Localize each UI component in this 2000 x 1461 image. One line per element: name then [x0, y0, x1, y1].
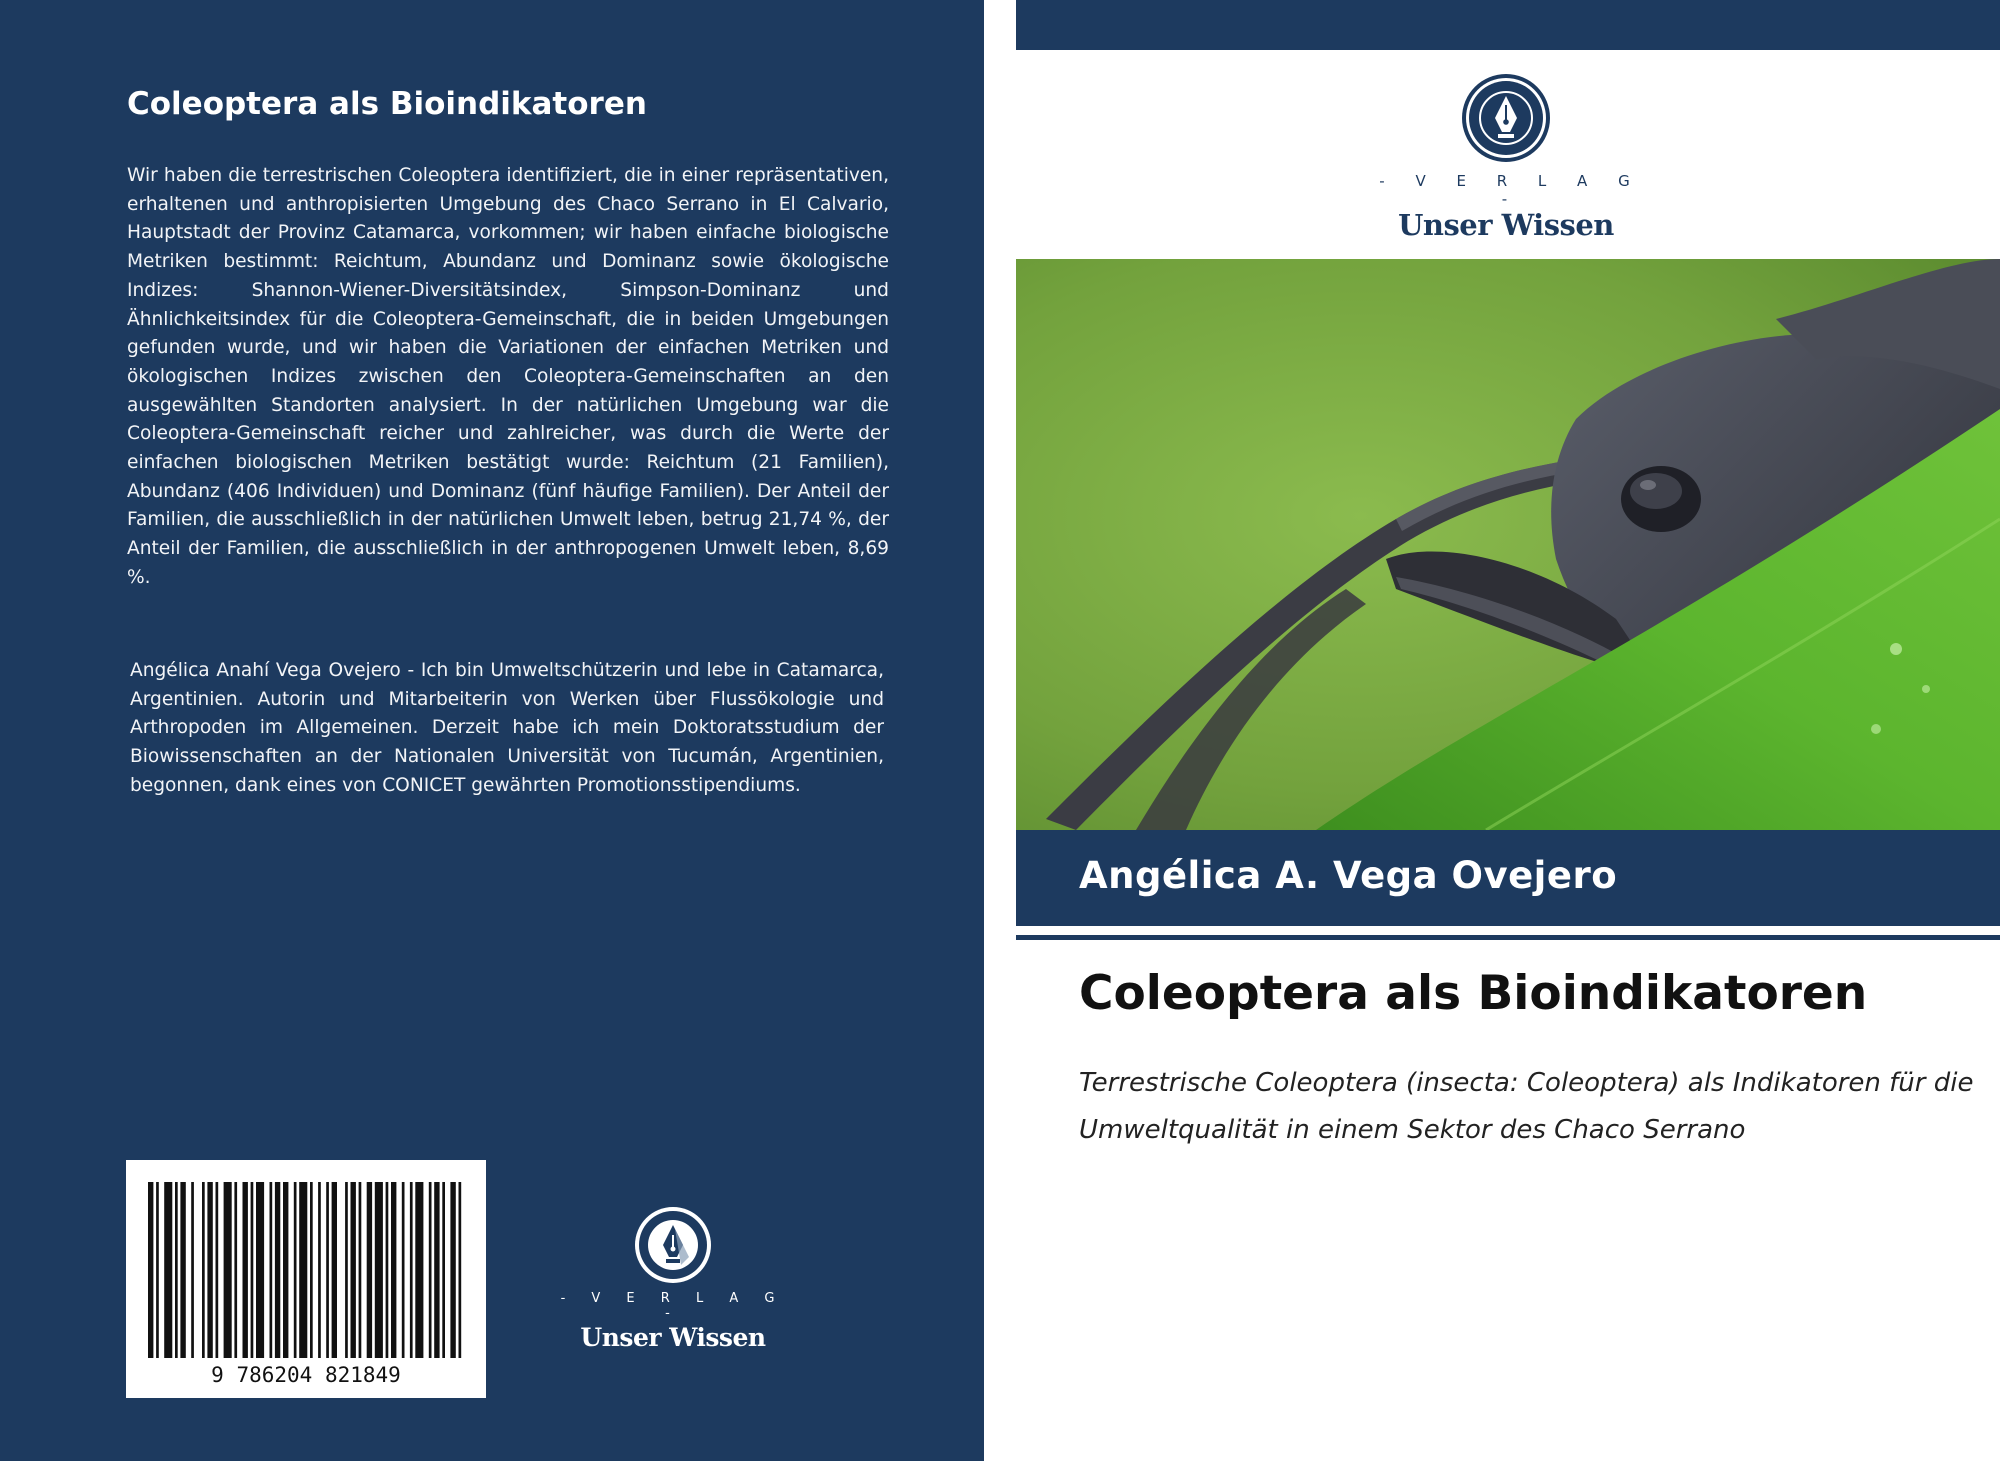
pen-nib-emblem-icon — [633, 1205, 713, 1285]
front-publisher-logo — [1366, 72, 1646, 242]
back-cover-abstract: Wir haben die terrestrischen Coleoptera identifiziert, die in einer repräsentativen, erhaltenen und anthropisierten Umgebung des Chaco Serrano in El Calvario, Hauptstadt der Provinz Catamarca, vorkommen; wir haben einfache biologische Metriken bestimmt: Reichtum, Abundanz und Dominanz sowie ökologische Indizes: Shannon-Wiener-Diversitätsindex, Simpson-Dominanz und Ähnlichkeitsindex für die Coleoptera-Gemeinschaft, die in beiden Umgebungen gefunden wurde, und wir haben die Variationen der einfachen Metriken und ökologischen Indizes zwischen den Coleoptera-Gemeinschaften an den ausgewählten Standorten analysiert. In der natürlichen Umgebung war die Coleoptera-Gemeinschaft reicher und zahlreicher, was durch die Werte der einfachen biologischen Metriken bestätigt wurde: Reichtum (21 Familien), Abundanz (406 Individuen) und Dominanz (fünf häufige Familien). Der Anteil der Familien, die ausschließlich in der natürlichen Umwelt leben, betrug 21,74 %, der Anteil der Familien, die ausschließlich in der anthropogenen Umwelt leben, 8,69 %. — [127, 165, 889, 588]
barcode-bar — [299, 1182, 307, 1358]
barcode-bar — [345, 1182, 348, 1358]
barcode-bar — [310, 1182, 313, 1358]
barcode-bar — [415, 1182, 423, 1358]
barcode-bar — [275, 1182, 280, 1358]
spine-gap — [984, 0, 1016, 1461]
barcode-bar — [251, 1182, 254, 1358]
back-cover — [0, 0, 984, 1461]
isbn-barcode — [126, 1160, 486, 1398]
barcode-bar — [207, 1182, 212, 1358]
barcode-bar — [191, 1182, 194, 1358]
back-publisher-name: Unser Wissen — [580, 1323, 766, 1352]
barcode-bar — [402, 1182, 405, 1358]
back-publisher-logo — [560, 1205, 786, 1352]
barcode-bar — [359, 1182, 362, 1358]
front-cover-title: Coleoptera als Bioindikatoren — [1079, 966, 1868, 1021]
front-verlag-label: - V E R L A G - — [1379, 172, 1643, 208]
barcode-icon — [126, 1160, 486, 1398]
barcode-bar — [243, 1182, 248, 1358]
barcode-bar — [429, 1182, 432, 1358]
barcode-bar — [202, 1182, 205, 1358]
barcode-bar — [256, 1182, 264, 1358]
front-publisher-name: Unser Wissen — [1398, 208, 1614, 242]
barcode-bar — [294, 1182, 297, 1358]
barcode-bar — [375, 1182, 383, 1358]
front-cover-subtitle: Terrestrische Coleoptera (insecta: Coleoptera) als Indikatoren für die Umweltqualität in einem Sektor des Chaco Serrano — [1079, 1068, 1974, 1145]
barcode-bar — [180, 1182, 185, 1358]
barcode-bar — [224, 1182, 232, 1358]
barcode-bar — [156, 1182, 159, 1358]
beetle-photo-illustration — [1016, 259, 2000, 830]
isbn-digits: 9 786204 821849 — [211, 1363, 401, 1387]
barcode-bar — [270, 1182, 273, 1358]
barcode-bar — [164, 1182, 172, 1358]
barcode-bar — [442, 1182, 445, 1358]
barcode-bar — [367, 1182, 372, 1358]
beetle-cover-photo — [1016, 259, 2000, 830]
front-cover — [1016, 0, 2000, 1461]
barcode-bar — [234, 1182, 237, 1358]
pen-nib-emblem-icon — [1460, 72, 1552, 164]
barcode-bar — [459, 1182, 462, 1358]
author-band — [1016, 830, 2000, 926]
front-top-bar — [1016, 0, 2000, 50]
barcode-bar — [283, 1182, 288, 1358]
barcode-bar — [410, 1182, 413, 1358]
barcode-bar — [450, 1182, 455, 1358]
barcode-bar — [148, 1182, 153, 1358]
back-cover-title: Coleoptera als Bioindikatoren — [127, 86, 647, 122]
barcode-bar — [332, 1182, 337, 1358]
barcode-bar — [351, 1182, 356, 1358]
barcode-bar — [386, 1182, 389, 1358]
barcode-bar — [434, 1182, 439, 1358]
barcode-bar — [175, 1182, 178, 1358]
barcode-bar — [391, 1182, 396, 1358]
barcode-bar — [216, 1182, 219, 1358]
divider-rule — [1016, 935, 2000, 940]
barcode-bar — [318, 1182, 321, 1358]
front-author-name: Angélica A. Vega Ovejero — [1079, 854, 1618, 897]
author-biography: Angélica Anahí Vega Ovejero - Ich bin Umweltschützerin und lebe in Catamarca, Argentinien. Autorin und Mitarbeiterin von Werken über Flussökologie und Arthropoden im Allgemeinen. Derzeit habe ich mein Doktoratsstudium der Biowissenschaften an der Nationalen Universität von Tucumán, Argentinien, begonnen, dank eines von CONICET gewährten Promotionsstipendiums. — [130, 660, 884, 796]
back-verlag-label: - V E R L A G - — [560, 1291, 786, 1321]
barcode-bar — [326, 1182, 329, 1358]
